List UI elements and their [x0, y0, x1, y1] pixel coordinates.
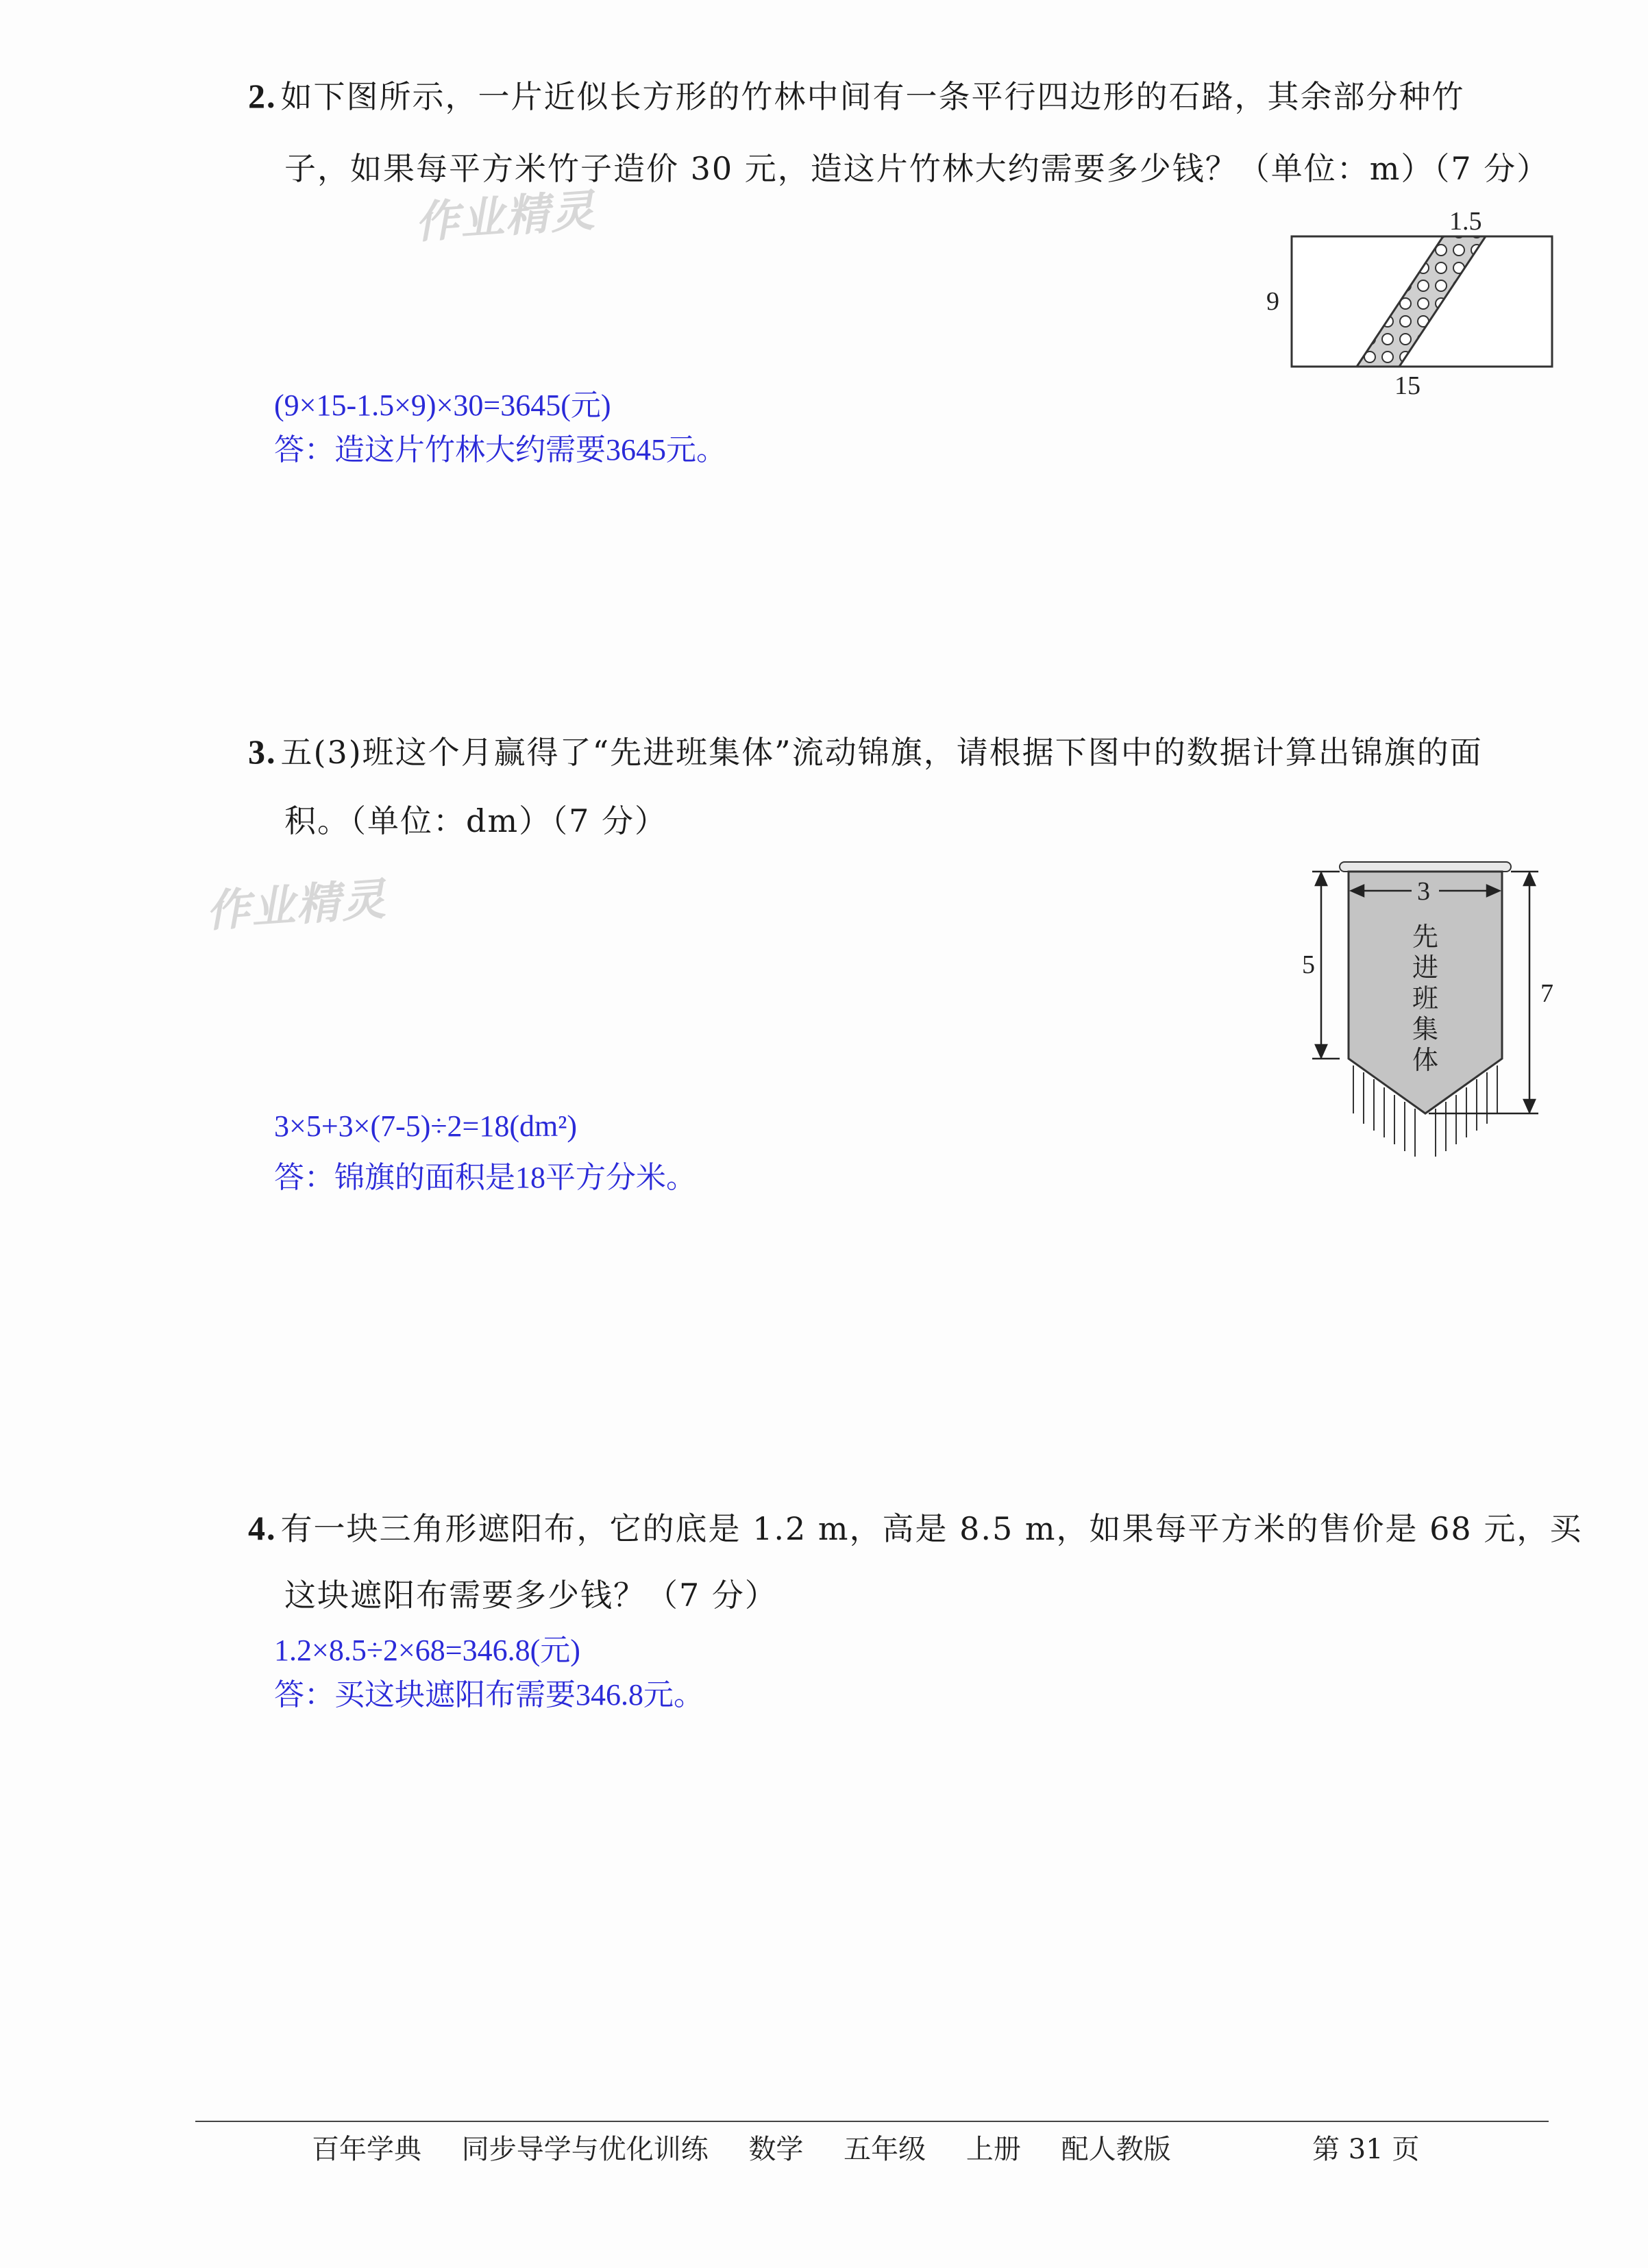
- question-2-text-1: 如下图所示，一片近似长方形的竹林中间有一条平行四边形的石路，其余部分种竹: [280, 78, 1465, 115]
- question-3-line-2: 积。（单位：dm）（7 分）: [284, 802, 667, 839]
- label-left: 9: [1266, 287, 1279, 316]
- question-4-line-1: [248, 1504, 1582, 1549]
- question-4-answer-text: 答：买这块遮阳布需要346.8元。: [274, 1678, 704, 1712]
- question-4-answer-calc: 1.2×8.5÷2×68=346.8(元): [274, 1634, 580, 1667]
- question-4-line-2: 这块遮阳布需要多少钱？（7 分）: [284, 1577, 778, 1614]
- footer-item: 百年学典: [312, 2134, 421, 2165]
- question-3-line-1: [248, 728, 1483, 773]
- question-3-number: 3.: [248, 732, 277, 771]
- banner-char-4: 集: [1412, 1014, 1439, 1044]
- label-left-height: 5: [1302, 950, 1315, 979]
- question-2-answer-text: 答：造这片竹林大约需要3645元。: [274, 433, 726, 467]
- question-3-answer-text: 答：锦旗的面积是18平方分米。: [274, 1161, 696, 1194]
- label-width: 3: [1417, 877, 1430, 906]
- question-4-text-1: 有一块三角形遮阳布，它的底是 1.2 m，高是 8.5 m，如果每平方米的售价是 68 元，买: [280, 1510, 1583, 1547]
- footer-rule: [195, 2121, 1549, 2122]
- banner-char-1: 先: [1412, 922, 1439, 952]
- bamboo-rect-figure: [1254, 206, 1569, 404]
- question-4-number: 4.: [248, 1509, 277, 1547]
- question-2-line-1: [248, 72, 1465, 117]
- watermark: 作业精灵: [413, 185, 598, 249]
- question-2-answer-calc: (9×15-1.5×9)×30=3645(元): [274, 389, 611, 422]
- page-number: 第 31 页: [1312, 2134, 1420, 2165]
- question-3-text-1: 五(3)班这个月赢得了“先进班集体”流动锦旗，请根据下图中的数据计算出锦旗的面: [280, 734, 1483, 771]
- banner-char-5: 体: [1412, 1045, 1439, 1075]
- banner-char-3: 班: [1412, 983, 1439, 1013]
- label-right-height: 7: [1540, 979, 1553, 1008]
- pennant-figure: [1302, 856, 1576, 1172]
- question-3-answer-calc: 3×5+3×(7-5)÷2=18(dm²): [274, 1109, 578, 1143]
- footer-item: 上册: [966, 2134, 1021, 2165]
- footer-item: 五年级: [844, 2134, 926, 2165]
- question-2-number: 2.: [248, 77, 277, 115]
- footer-item: 数学: [748, 2134, 804, 2165]
- footer-item: 配人教版: [1061, 2134, 1171, 2165]
- footer-item: 同步导学与优化训练: [461, 2134, 709, 2165]
- label-bottom: 15: [1394, 371, 1421, 400]
- question-2-line-2: 子，如果每平方米竹子造价 30 元，造这片竹林大约需要多少钱？（单位：m）（7 分）: [284, 150, 1550, 187]
- watermark-2: 作业精灵: [204, 874, 389, 938]
- label-top: 1.5: [1449, 207, 1482, 236]
- banner-char-2: 进: [1412, 952, 1439, 983]
- footer: [312, 2128, 1203, 2167]
